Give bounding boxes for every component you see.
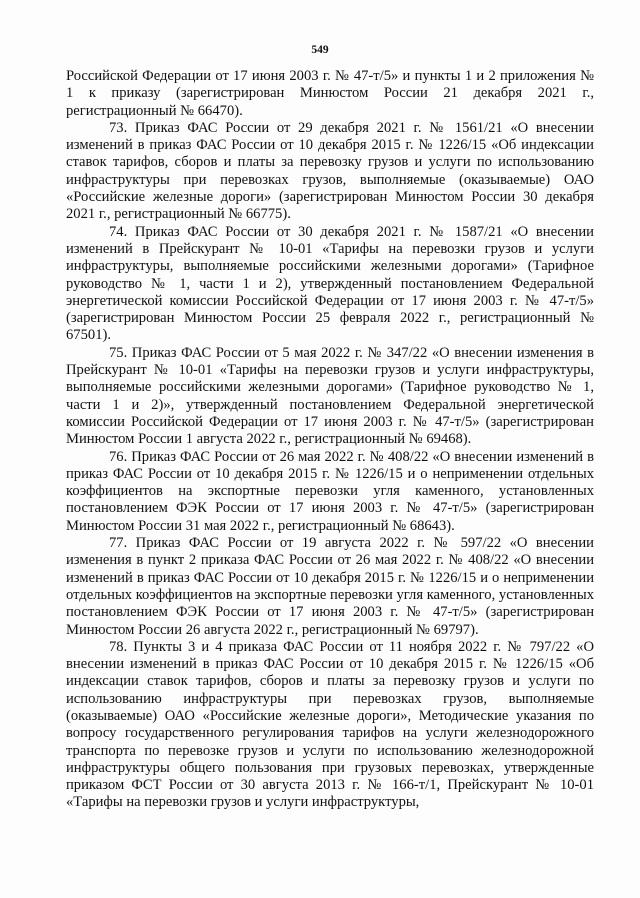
paragraph-item-77: 77. Приказ ФАС России от 19 августа 2022 г. № 597/22 «О внесении изменения в пункт 2 приказа ФАС России от 26 мая 2022 г. № 408/22 «О внесении изменений в приказ ФАС России от 10 декабря 2015 г. № 1226/15 и о неприменении отдельных коэффициентов на экспортные перевозки угля каменного, установленных постановлением ФЭК России от 17 июня 2003 г. № 47-т/5» (зарегистрирован Минюстом России 26 августа 2022 г., регистрационный № 69797). — [66, 535, 594, 638]
page-number: 549 — [311, 44, 329, 56]
paragraph-item-74: 74. Приказ ФАС России от 30 декабря 2021 г. № 1587/21 «О внесении изменений в Прейскурант № 10-01 «Тарифы на перевозки грузов и услуги инфраструктуры, выполняемые российскими железными дорогами» (Тарифное руководство № 1, части 1 и 2), утвержденный постановлением Федеральной энергетической комиссии Российской Федерации от 17 июня 2003 г. № 47-т/5» (зарегистрирован Минюстом России 25 февраля 2022 г., регистрационный № 67501). — [66, 223, 594, 344]
paragraph-item-78: 78. Пункты 3 и 4 приказа ФАС России от 11 ноября 2022 г. № 797/22 «О внесении изменений в приказ ФАС России от 10 декабря 2015 г. № 1226/15 «Об индексации ставок тарифов, сборов и платы за перевозку грузов и услуги по использованию инфраструктуры при перевозках грузов, выполняемые (оказываемые) ОАО «Российские железные дороги», Методические указания по вопросу государственного регулирования тарифов на услуги железнодорожного транспорта по перевозке грузов и услуги по использованию железнодорожной инфраструктуры общего пользования при грузовых перевозках, утвержденные приказом ФСТ России от 30 августа 2013 г. № 166-т/1, Прейскурант № 10-01 «Тарифы на перевозки грузов и услуги инфраструктуры, — [66, 638, 594, 811]
paragraph-continuation: Российской Федерации от 17 июня 2003 г. № 47-т/5» и пункты 1 и 2 приложения № 1 к приказу (зарегистрирован Минюстом России 21 декабря 2021 г., регистрационный № 66470). — [66, 68, 594, 119]
paragraph-item-73: 73. Приказ ФАС России от 29 декабря 2021 г. № 1561/21 «О внесении изменений в приказ ФАС России от 10 декабря 2015 г. № 1226/15 «Об индексации ставок тарифов, сборов и платы за перевозку грузов и услуги по использованию инфраструктуры при перевозках грузов, выполняемые (оказываемые) ОАО «Российские железные дороги» (зарегистрирован Минюстом России 30 декабря 2021 г., регистрационный № 66775). — [66, 119, 594, 223]
paragraph-item-75: 75. Приказ ФАС России от 5 мая 2022 г. № 347/22 «О внесении изменения в Прейскурант № 10-01 «Тарифы на перевозки грузов и услуги инфраструктуры, выполняемые российскими железными дорогами» (Тарифное руководство № 1, части 1 и 2)», утвержденный постановлением Федеральной энергетической комиссии Российской Федерации от 17 июня 2003 г. № 47-т/5» (зарегистрирован Минюстом России 1 августа 2022 г., регистрационный № 69468). — [66, 344, 594, 448]
document-body — [66, 68, 594, 812]
paragraph-item-76: 76. Приказ ФАС России от 26 мая 2022 г. № 408/22 «О внесении изменений в приказ ФАС России от 10 декабря 2015 г. № 1226/15 и о неприменении отдельных коэффициентов на экспортные перевозки угля каменного, установленных постановлением ФЭК России от 17 июня 2003 г. № 47-т/5» (зарегистрирован Минюстом России 31 мая 2022 г., регистрационный № 68643). — [66, 448, 594, 534]
